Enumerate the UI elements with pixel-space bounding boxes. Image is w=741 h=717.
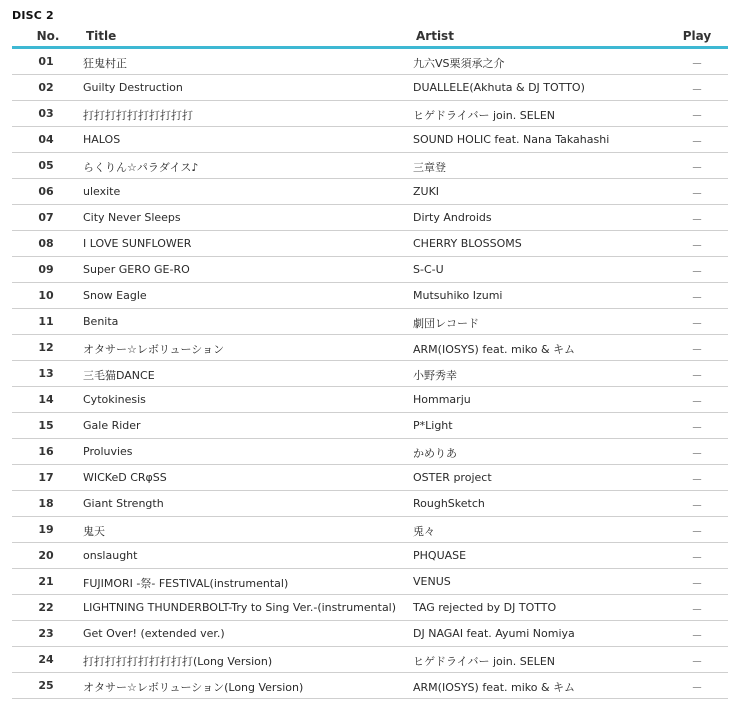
track-title: ulexite xyxy=(83,185,121,198)
track-artist: Mutsuhiko Izumi xyxy=(413,289,503,302)
track-number: 05 xyxy=(38,159,54,172)
track-number: 02 xyxy=(38,81,54,94)
track-title: 狂鬼村正 xyxy=(83,57,127,70)
track-artist: 小野秀幸 xyxy=(413,369,457,382)
track-artist: P*Light xyxy=(413,419,453,432)
track-title: Get Over! (extended ver.) xyxy=(83,627,225,640)
track-artist: DUALLELE(Akhuta & DJ TOTTO) xyxy=(413,81,585,94)
table-row xyxy=(12,491,728,517)
track-artist: TAG rejected by DJ TOTTO xyxy=(413,601,557,614)
track-number: 07 xyxy=(38,211,54,224)
track-play-button[interactable]: － xyxy=(691,655,703,668)
track-title: 打打打打打打打打打打(Long Version) xyxy=(83,655,273,668)
table-row xyxy=(12,127,728,153)
track-title: 鬼天 xyxy=(83,525,105,538)
track-play-button[interactable]: － xyxy=(691,57,703,70)
track-artist: Hommarju xyxy=(413,393,471,406)
track-play-button[interactable]: － xyxy=(691,135,703,148)
track-title: オタサー☆レボリューション xyxy=(83,343,225,356)
track-number: 25 xyxy=(38,679,54,692)
track-title: Proluvies xyxy=(83,445,133,458)
table-body xyxy=(12,49,728,699)
track-title: WICKeD CRφSS xyxy=(83,471,167,484)
track-play-button[interactable]: － xyxy=(691,629,703,642)
track-artist: ヒゲドライバー join. SELEN xyxy=(413,655,555,668)
table-row xyxy=(12,75,728,101)
tracklist-table xyxy=(12,25,728,699)
track-number: 13 xyxy=(38,367,54,380)
track-artist: DJ NAGAI feat. Ayumi Nomiya xyxy=(413,627,575,640)
track-artist: RoughSketch xyxy=(413,497,485,510)
track-artist: 兎々 xyxy=(413,525,435,538)
table-row xyxy=(12,517,728,543)
track-number: 08 xyxy=(38,237,54,250)
track-play-button[interactable]: － xyxy=(691,187,703,200)
track-artist: かめりあ xyxy=(413,447,457,460)
track-number: 23 xyxy=(38,627,54,640)
table-row xyxy=(12,179,728,205)
track-title: onslaught xyxy=(83,549,138,562)
track-play-button[interactable]: － xyxy=(691,161,703,174)
track-artist: VENUS xyxy=(413,575,451,588)
track-number: 10 xyxy=(38,289,54,302)
table-row xyxy=(12,647,728,673)
track-play-button[interactable]: － xyxy=(691,291,703,304)
track-play-button[interactable]: － xyxy=(691,525,703,538)
track-play-button[interactable]: － xyxy=(691,109,703,122)
track-number: 16 xyxy=(38,445,54,458)
track-number: 04 xyxy=(38,133,54,146)
table-row xyxy=(12,387,728,413)
header-no: No. xyxy=(36,29,60,43)
track-number: 11 xyxy=(38,315,54,328)
track-play-button[interactable]: － xyxy=(691,239,703,252)
track-number: 06 xyxy=(38,185,54,198)
track-artist: PHQUASE xyxy=(413,549,467,562)
track-title: 打打打打打打打打打打 xyxy=(83,109,193,122)
track-play-button[interactable]: － xyxy=(691,265,703,278)
track-artist: 三章登 xyxy=(413,161,446,174)
track-artist: Dirty Androids xyxy=(413,211,492,224)
track-play-button[interactable]: － xyxy=(691,551,703,564)
track-play-button[interactable]: － xyxy=(691,317,703,330)
track-artist: ヒゲドライバー join. SELEN xyxy=(413,109,555,122)
track-artist: ZUKI xyxy=(413,185,440,198)
track-artist: 劇団レコード xyxy=(413,317,479,330)
track-title: Benita xyxy=(83,315,119,328)
track-title: Cytokinesis xyxy=(83,393,146,406)
track-play-button[interactable]: － xyxy=(691,369,703,382)
header-title: Title xyxy=(86,29,117,43)
track-play-button[interactable]: － xyxy=(691,213,703,226)
table-row xyxy=(12,543,728,569)
track-number: 03 xyxy=(38,107,54,120)
track-artist: S-C-U xyxy=(413,263,444,276)
track-title: FUJIMORI -祭- FESTIVAL(instrumental) xyxy=(83,577,289,590)
track-title: Super GERO GE-RO xyxy=(83,263,190,276)
track-title: Snow Eagle xyxy=(83,289,147,302)
track-title: Gale Rider xyxy=(83,419,141,432)
track-title: Guilty Destruction xyxy=(83,81,183,94)
track-artist: ARM(IOSYS) feat. miko & キム xyxy=(413,681,575,694)
track-title: オタサー☆レボリューション(Long Version) xyxy=(83,681,304,694)
track-title: 三毛猫DANCE xyxy=(83,369,155,382)
track-artist: CHERRY BLOSSOMS xyxy=(413,237,522,250)
track-play-button[interactable]: － xyxy=(691,421,703,434)
track-title: HALOS xyxy=(83,133,121,146)
table-row xyxy=(12,309,728,335)
table-row xyxy=(12,413,728,439)
table-row xyxy=(12,361,728,387)
table-row xyxy=(12,673,728,699)
header-artist: Artist xyxy=(416,29,454,43)
track-title: I LOVE SUNFLOWER xyxy=(83,237,192,250)
track-number: 20 xyxy=(38,549,54,562)
table-row xyxy=(12,283,728,309)
table-row xyxy=(12,439,728,465)
track-number: 15 xyxy=(38,419,54,432)
track-play-button[interactable]: － xyxy=(691,603,703,616)
table-row xyxy=(12,465,728,491)
table-row xyxy=(12,101,728,127)
track-play-button[interactable]: － xyxy=(691,395,703,408)
table-row xyxy=(12,595,728,621)
table-header xyxy=(12,25,728,49)
track-number: 21 xyxy=(38,575,54,588)
disc-title: DISC 2 xyxy=(12,9,54,22)
track-title: Giant Strength xyxy=(83,497,164,510)
track-number: 12 xyxy=(38,341,54,354)
table-row xyxy=(12,335,728,361)
table-row xyxy=(12,569,728,595)
track-number: 19 xyxy=(38,523,54,536)
track-title: LIGHTNING THUNDERBOLT-Try to Sing Ver.-(instrumental) xyxy=(83,601,397,614)
table-row xyxy=(12,205,728,231)
header-play: Play xyxy=(682,29,712,43)
track-play-button[interactable]: － xyxy=(691,473,703,486)
table-row xyxy=(12,621,728,647)
track-number: 22 xyxy=(38,601,54,614)
track-play-button[interactable]: － xyxy=(691,499,703,512)
track-play-button[interactable]: － xyxy=(691,447,703,460)
table-row xyxy=(12,49,728,75)
track-number: 09 xyxy=(38,263,54,276)
table-row xyxy=(12,231,728,257)
table-row xyxy=(12,153,728,179)
track-play-button[interactable]: － xyxy=(691,681,703,694)
table-row xyxy=(12,257,728,283)
track-artist: SOUND HOLIC feat. Nana Takahashi xyxy=(413,133,610,146)
track-title: らくりん☆パラダイス♪ xyxy=(83,161,199,174)
track-artist: OSTER project xyxy=(413,471,492,484)
track-play-button[interactable]: － xyxy=(691,83,703,96)
track-number: 24 xyxy=(38,653,54,666)
track-play-button[interactable]: － xyxy=(691,577,703,590)
track-artist: 九六VS栗須承之介 xyxy=(413,57,505,70)
track-number: 14 xyxy=(38,393,54,406)
track-title: City Never Sleeps xyxy=(83,211,181,224)
track-artist: ARM(IOSYS) feat. miko & キム xyxy=(413,343,575,356)
track-number: 17 xyxy=(38,471,54,484)
track-number: 01 xyxy=(38,55,54,68)
track-play-button[interactable]: － xyxy=(691,343,703,356)
track-number: 18 xyxy=(38,497,54,510)
